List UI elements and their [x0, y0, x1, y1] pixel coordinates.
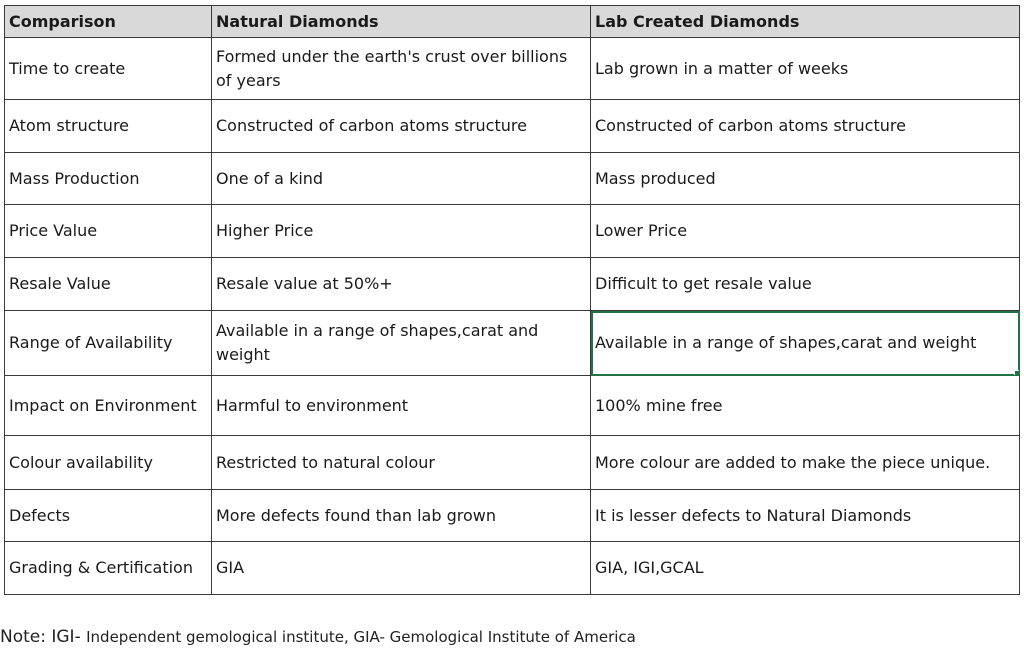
natural-cell[interactable]: One of a kind	[212, 153, 591, 205]
row-label-cell[interactable]: Impact on Environment	[5, 376, 212, 436]
table-row	[5, 542, 1020, 595]
table-row	[5, 38, 1020, 100]
row-label-cell[interactable]: Price Value	[5, 205, 212, 258]
lab-cell[interactable]: 100% mine free	[591, 376, 1020, 436]
lab-cell[interactable]: Constructed of carbon atoms structure	[591, 100, 1020, 153]
table-row	[5, 436, 1020, 490]
natural-cell[interactable]: More defects found than lab grown	[212, 490, 591, 542]
table-row	[5, 100, 1020, 153]
natural-cell[interactable]: Constructed of carbon atoms structure	[212, 100, 591, 153]
fill-handle[interactable]	[1014, 370, 1020, 376]
header-comparison[interactable]: Comparison	[5, 6, 212, 38]
row-label-cell[interactable]: Resale Value	[5, 258, 212, 311]
selected-lab-cell[interactable]	[591, 311, 1020, 376]
table-row	[5, 153, 1020, 205]
table-row	[5, 376, 1020, 436]
row-label-cell[interactable]: Defects	[5, 490, 212, 542]
header-lab-created-diamonds[interactable]: Lab Created Diamonds	[591, 6, 1020, 38]
row-label-cell[interactable]: Mass Production	[5, 153, 212, 205]
lab-cell[interactable]: More colour are added to make the piece unique.	[591, 436, 1020, 490]
table-row	[5, 490, 1020, 542]
lab-cell[interactable]: Lab grown in a matter of weeks	[591, 38, 1020, 100]
footnote-text: Independent gemological institute, GIA- Gemological Institute of America	[86, 628, 636, 646]
natural-cell[interactable]: Harmful to environment	[212, 376, 591, 436]
selected-cell-text: Available in a range of shapes,carat and weight	[595, 333, 977, 352]
row-label-cell[interactable]: Grading & Certification	[5, 542, 212, 595]
natural-cell[interactable]: GIA	[212, 542, 591, 595]
header-natural-diamonds[interactable]: Natural Diamonds	[212, 6, 591, 38]
table-row	[5, 258, 1020, 311]
lab-cell[interactable]: Difficult to get resale value	[591, 258, 1020, 311]
footnote-lead: Note: IGI-	[0, 627, 87, 647]
natural-cell[interactable]: Higher Price	[212, 205, 591, 258]
lab-cell[interactable]: It is lesser defects to Natural Diamonds	[591, 490, 1020, 542]
lab-cell[interactable]: GIA, IGI,GCAL	[591, 542, 1020, 595]
lab-cell[interactable]: Lower Price	[591, 205, 1020, 258]
row-label-cell[interactable]: Time to create	[5, 38, 212, 100]
natural-cell[interactable]: Restricted to natural colour	[212, 436, 591, 490]
row-label-cell[interactable]: Range of Availability	[5, 311, 212, 376]
row-label-cell[interactable]: Atom structure	[5, 100, 212, 153]
header-row	[5, 6, 1020, 38]
row-label-cell[interactable]: Colour availability	[5, 436, 212, 490]
natural-cell[interactable]: Resale value at 50%+	[212, 258, 591, 311]
comparison-table	[4, 5, 1020, 595]
table-row	[5, 311, 1020, 376]
footnote	[0, 627, 636, 647]
natural-cell[interactable]: Formed under the earth's crust over billions of years	[212, 38, 591, 100]
natural-cell[interactable]: Available in a range of shapes,carat and weight	[212, 311, 591, 376]
table-row	[5, 205, 1020, 258]
lab-cell[interactable]: Mass produced	[591, 153, 1020, 205]
